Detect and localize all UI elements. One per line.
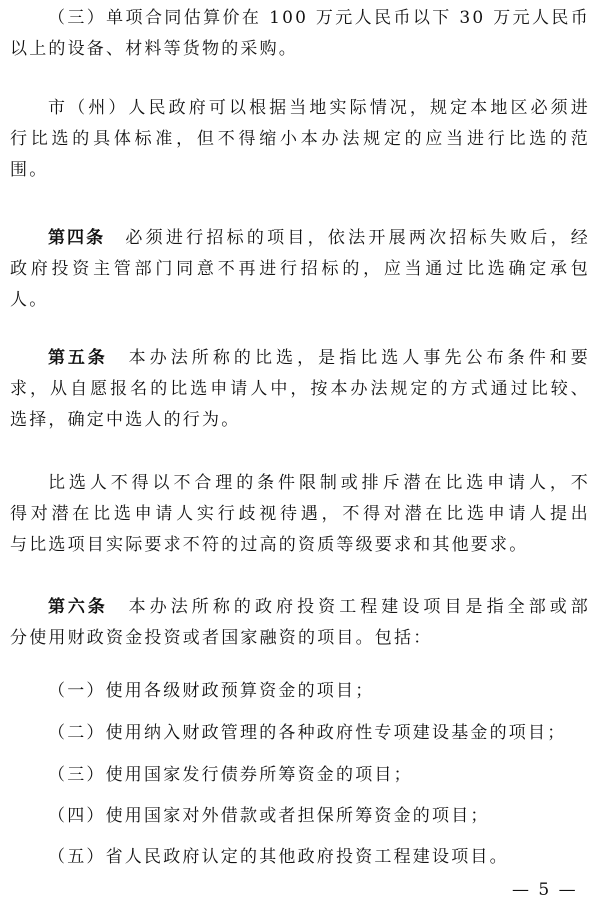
text-line: 市（州）人民政府可以根据当地实际情况，规定本地区必须进 <box>48 98 590 118</box>
text-line: 分使用财政资金投资或者国家融资的项目。包括： <box>10 628 433 648</box>
text-line: （三）单项合同估算价在 100 万元人民币以下 30 万元人民币 <box>48 8 590 28</box>
article-title: 第六条 <box>48 597 108 617</box>
article-4 <box>10 223 590 316</box>
list-item <box>10 760 590 791</box>
list-item-text: （一）使用各级财政预算资金的项目； <box>48 681 375 701</box>
text-line: 得对潜在比选申请人实行歧视待遇，不得对潜在比选申请人提出 <box>10 504 590 524</box>
list-item-text: （二）使用纳入财政管理的各种政府性专项建设基金的项目； <box>48 723 567 743</box>
text-line: 以上的设备、材料等货物的采购。 <box>10 39 298 59</box>
list-item <box>10 842 590 873</box>
page-number: — 5 — <box>512 880 578 900</box>
text-line <box>10 592 590 623</box>
list-item-text: （五）省人民政府认定的其他政府投资工程建设项目。 <box>48 847 509 867</box>
paragraph-city-standards <box>10 93 590 186</box>
text-line: 求，从自愿报名的比选申请人中，按本办法规定的方式通过比较、 <box>10 379 590 399</box>
list-item <box>10 718 590 749</box>
article-text: 必须进行招标的项目，依法开展两次招标失败后，经 <box>125 228 590 248</box>
paragraph-discrimination <box>10 468 590 561</box>
text-line: 选择，确定中选人的行为。 <box>10 410 241 430</box>
text-line: 行比选的具体标准，但不得缩小本办法规定的应当进行比选的范 <box>10 129 590 149</box>
text-line <box>10 343 590 374</box>
article-text: 本办法所称的政府投资工程建设项目是指全部或部 <box>128 597 591 617</box>
paragraph-purchase-goods <box>10 3 590 65</box>
list-item <box>10 676 590 707</box>
text-line: 与比选项目实际要求不符的过高的资质等级要求和其他要求。 <box>10 535 529 555</box>
text-line: 比选人不得以不合理的条件限制或排斥潜在比选申请人，不 <box>48 473 590 493</box>
text-line: 围。 <box>10 160 49 180</box>
article-text: 本办法所称的比选，是指比选人事先公布条件和要 <box>128 348 591 368</box>
article-title: 第五条 <box>48 348 108 368</box>
text-line: 人。 <box>10 290 49 310</box>
list-item-text: （四）使用国家对外借款或者担保所筹资金的项目； <box>48 806 490 826</box>
list-item <box>10 801 590 832</box>
text-line: 政府投资主管部门同意不再进行招标的，应当通过比选确定承包 <box>10 259 590 279</box>
article-title: 第四条 <box>48 228 106 248</box>
article-6 <box>10 592 590 654</box>
list-item-text: （三）使用国家发行债券所筹资金的项目； <box>48 765 413 785</box>
article-5 <box>10 343 590 436</box>
text-line <box>10 223 590 254</box>
